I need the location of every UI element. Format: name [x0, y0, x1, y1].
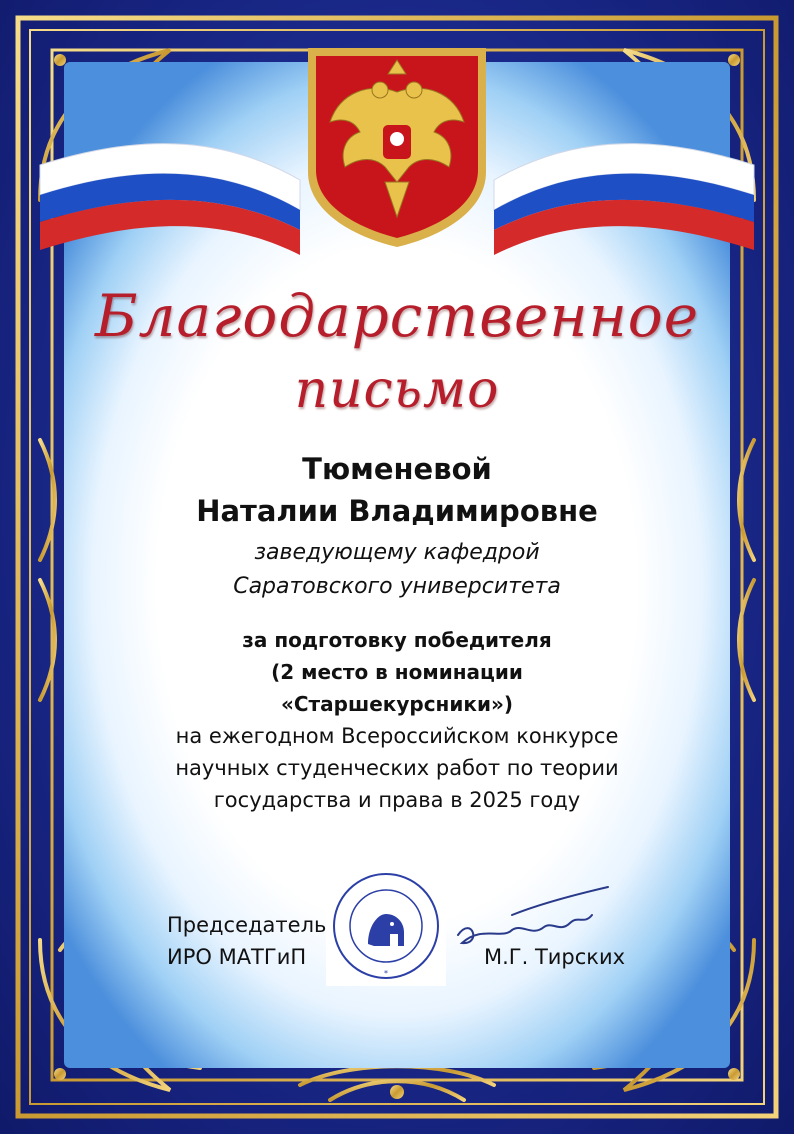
- event-line-3: государства и права в 2025 году: [213, 788, 581, 812]
- handwritten-signature: [452, 885, 612, 955]
- signer-role-line-1: Председатель: [167, 913, 327, 937]
- event-line-1: на ежегодном Всероссийском конкурсе: [175, 724, 619, 748]
- reason-line-3: «Старшекурсники»): [280, 692, 514, 716]
- organization-stamp: [326, 866, 446, 986]
- recipient-name: Наталии Владимировне: [196, 494, 598, 528]
- position-line-2: Саратовского университета: [233, 574, 561, 599]
- reason-line-1: за подготовку победителя: [242, 628, 552, 652]
- reason-line-2: (2 место в номинации: [271, 660, 523, 684]
- title-line-2: письмо: [294, 360, 500, 420]
- recipient-surname: Тюменевой: [302, 452, 492, 486]
- signer-name: М.Г. Тирских: [484, 945, 626, 969]
- title-line-1: Благодарственное: [94, 282, 700, 350]
- coat-of-arms-icon: [300, 42, 494, 252]
- svg-text:*: *: [384, 969, 388, 978]
- signer-role-line-2: ИРО МАТГиП: [167, 945, 307, 969]
- position-line-1: заведующему кафедрой: [254, 540, 540, 565]
- event-line-2: научных студенческих работ по теории: [175, 756, 619, 780]
